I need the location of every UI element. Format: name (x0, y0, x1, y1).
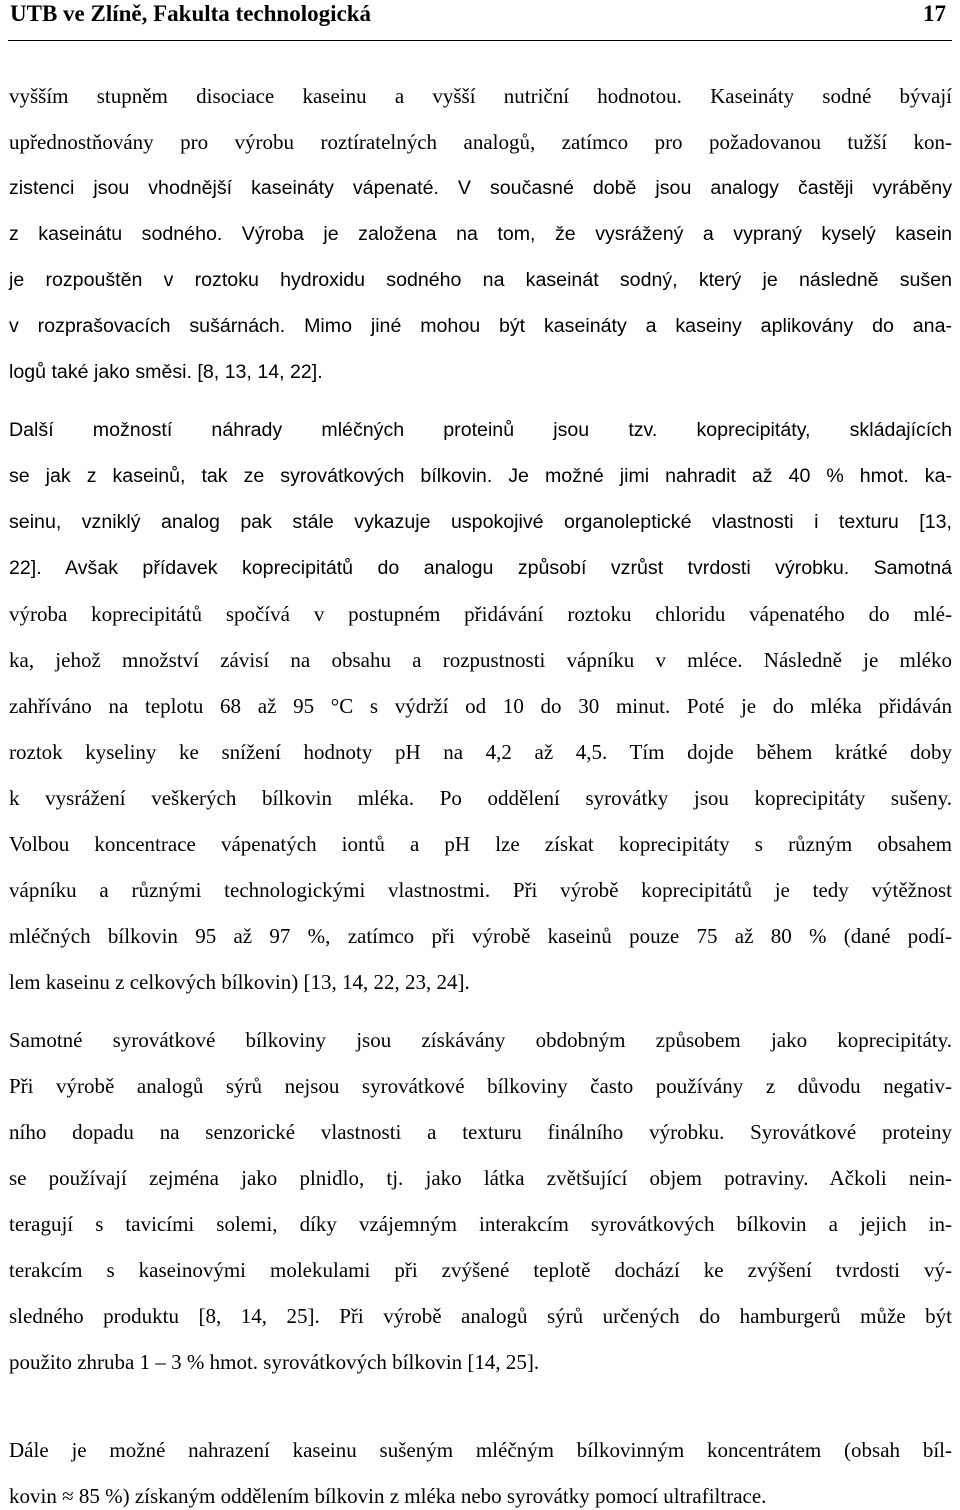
page-number: 17 (923, 1, 946, 26)
text-line: Další možností náhrady mléčných proteinů jsou tzv. koprecipitáty, skládajících (9, 419, 952, 441)
text-line: Samotné syrovátkové bílkoviny jsou získávány obdobným způsobem jako koprecipitáty. (9, 1028, 952, 1052)
text-line: ka, jehož množství závisí na obsahu a rozpustnosti vápníku v mléce. Následně je mléko (9, 648, 952, 672)
text-line: Při výrobě analogů sýrů nejsou syrovátkové bílkoviny často používány z důvodu negativ- (9, 1074, 952, 1098)
page-header (8, 0, 952, 41)
text-line: roztok kyseliny ke snížení hodnoty pH na 4,2 až 4,5. Tím dojde během krátké doby (9, 740, 952, 764)
text-line: Volbou koncentrace vápenatých iontů a pH lze získat koprecipitáty s různým obsahem (9, 832, 952, 856)
text-line: v rozprašovacích sušárnách. Mimo jiné mohou být kaseináty a kaseiny aplikovány do ana- (9, 315, 952, 337)
text-line: sledného produktu [8, 14, 25]. Při výrobě analogů sýrů určených do hamburgerů může být (9, 1304, 952, 1328)
text-line: upřednostňovány pro výrobu roztíratelných analogů, zatímco pro požadovanou tužší kon- (9, 130, 952, 154)
text-line: lem kaseinu z celkových bílkovin) [13, 14, 22, 23, 24]. (9, 970, 470, 994)
text-line: 22]. Avšak přídavek koprecipitátů do analogu způsobí vzrůst tvrdosti výrobku. Samotná (9, 557, 952, 579)
text-line: k vysrážení veškerých bílkovin mléka. Po oddělení syrovátky jsou koprecipitáty sušeny. (9, 786, 952, 810)
text-line: kovin ≈ 85 %) získaným oddělením bílkovin z mléka nebo syrovátky pomocí ultrafiltrace. (9, 1484, 767, 1508)
text-line: Dále je možné nahrazení kaseinu sušeným mléčným bílkovinným koncentrátem (obsah bíl- (9, 1438, 952, 1462)
text-line: z kaseinátu sodného. Výroba je založena na tom, že vysrážený a vypraný kyselý kasein (9, 223, 952, 245)
header-title: UTB ve Zlíně, Fakulta technologická (10, 1, 371, 26)
text-line: se jak z kaseinů, tak ze syrovátkových bílkovin. Je možné jimi nahradit až 40 % hmot. ka- (9, 465, 952, 487)
text-line: je rozpouštěn v roztoku hydroxidu sodného na kaseinát sodný, který je následně sušen (9, 269, 952, 291)
text-line: se používají zejména jako plnidlo, tj. jako látka zvětšující objem potraviny. Ačkoli nein- (9, 1166, 952, 1190)
text-line: zistenci jsou vhodnější kaseináty vápenaté. V současné době jsou analogy častěji vyráběny (9, 177, 952, 199)
text-line: terakcím s kaseinovými molekulami při zvýšené teplotě dochází ke zvýšení tvrdosti vý- (9, 1258, 952, 1282)
text-line: výroba koprecipitátů spočívá v postupném přidávání roztoku chloridu vápenatého do mlé- (9, 602, 952, 626)
text-line: seinu, vzniklý analog pak stále vykazuje uspokojivé organoleptické vlastnosti i texturu [13, (9, 511, 952, 533)
text-line: použito zhruba 1 – 3 % hmot. syrovátkových bílkovin [14, 25]. (9, 1350, 540, 1374)
text-line: teragují s tavicími solemi, díky vzájemným interakcím syrovátkových bílkovin a jejich in- (9, 1212, 952, 1236)
text-line: vyšším stupněm disociace kaseinu a vyšší nutriční hodnotou. Kaseináty sodné bývají (9, 84, 952, 108)
text-line: mléčných bílkovin 95 až 97 %, zatímco při výrobě kaseinů pouze 75 až 80 % (dané podí- (9, 924, 952, 948)
text-line: vápníku a různými technologickými vlastnostmi. Při výrobě koprecipitátů je tedy výtěžnost (9, 878, 952, 902)
text-line: zahříváno na teplotu 68 až 95 °C s výdrží od 10 do 30 minut. Poté je do mléka přidáván (9, 694, 952, 718)
text-line: ního dopadu na senzorické vlastnosti a texturu finálního výrobku. Syrovátkové proteiny (9, 1120, 952, 1144)
text-line: logů také jako směsi. [8, 13, 14, 22]. (9, 361, 323, 383)
